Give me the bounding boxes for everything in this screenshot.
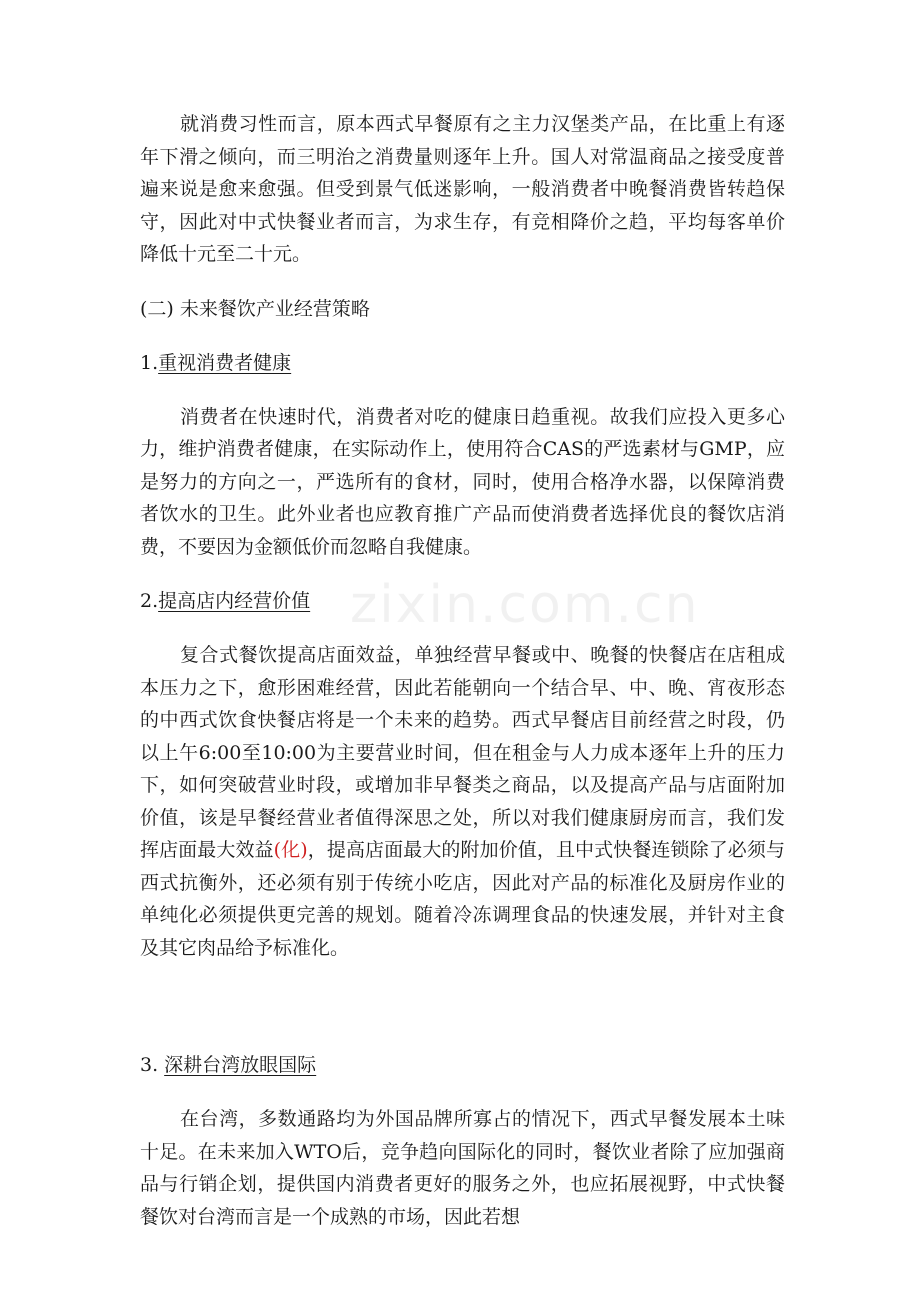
highlighted-text: (化): [273, 839, 308, 861]
paragraph-text: ，提高店面最大的附加价值，且中式快餐连锁除了必须与西式抗衡外，还必须有别于传统小吃店，因此对产品的标准化及厨房作业的单纯化必须提供更完善的规划。随着冷冻调理食品的快速发展，并针对主食及其它肉品给予标准化。: [140, 839, 785, 959]
document-page: [140, 108, 785, 1233]
paragraph-text: 复合式餐饮提高店面效益，单独经营早餐或中、晚餐的快餐店在店租成本压力之下，愈形困难经营，因此若能朝向一个结合早、中、晚、宵夜形态的中西式饮食快餐店将是一个未来的趋势。西式早餐店目前经营之时段，仍以上午6:00至10:00为主要营业时间，但在租金与人力成本逐年上升的压力下，如何突破营业时段，或增加非早餐类之商品，以及提高产品与店面附加价值，该是早餐经营业者值得深思之处，所以对我们健康厨房而言，我们发挥店面最大效益: [140, 644, 785, 861]
heading-consumer-health: [140, 347, 785, 379]
heading-number: 3.: [140, 1054, 165, 1076]
paragraph-store-value: [140, 639, 785, 964]
heading-store-value: [140, 585, 785, 617]
paragraph-consumption-habits: 就消费习性而言，原本西式早餐原有之主力汉堡类产品，在比重上有逐年下滑之倾向，而三明治之消费量则逐年上升。国人对常温商品之接受度普遍来说是愈来愈强。但受到景气低迷影响，一般消费者中晚餐消费皆转趋保守，因此对中式快餐业者而言，为求生存，有竞相降价之趋，平均每客单价降低十元至二十元。: [140, 113, 785, 265]
heading-title: 重视消费者健康: [158, 351, 292, 374]
heading-number: 1.: [140, 351, 159, 374]
section-heading-strategy: (二) 未来餐饮产业经营策略: [140, 297, 370, 320]
paragraph-consumer-health: 消费者在快速时代，消费者对吃的健康日趋重视。故我们应投入更多心力，维护消费者健康，在实际动作上，使用符合CAS的严选素材与GMP，应是努力的方向之一，严选所有的食材，同时，使用合格净水器，以保障消费者饮水的卫生。此外业者也应教育推广产品而使消费者选择优良的餐饮店消费，不要因为金额低价而忽略自我健康。: [140, 405, 785, 558]
watermark: zixin.com.cn: [350, 575, 700, 635]
heading-title: 深耕台湾放眼国际: [164, 1054, 317, 1076]
heading-number: 2.: [140, 590, 159, 612]
heading-title: 提高店内经营价值: [158, 590, 311, 612]
paragraph-international: 在台湾，多数通路均为外国品牌所寡占的情况下，西式早餐发展本土味十足。在未来加入WTO后，竞争趋向国际化的同时，餐饮业者除了应加强商品与行销企划，提供国内消费者更好的服务之外，也应拓展视野，中式快餐餐饮对台湾而言是一个成熟的市场，因此若想: [140, 1108, 785, 1228]
heading-international: [140, 1049, 785, 1081]
